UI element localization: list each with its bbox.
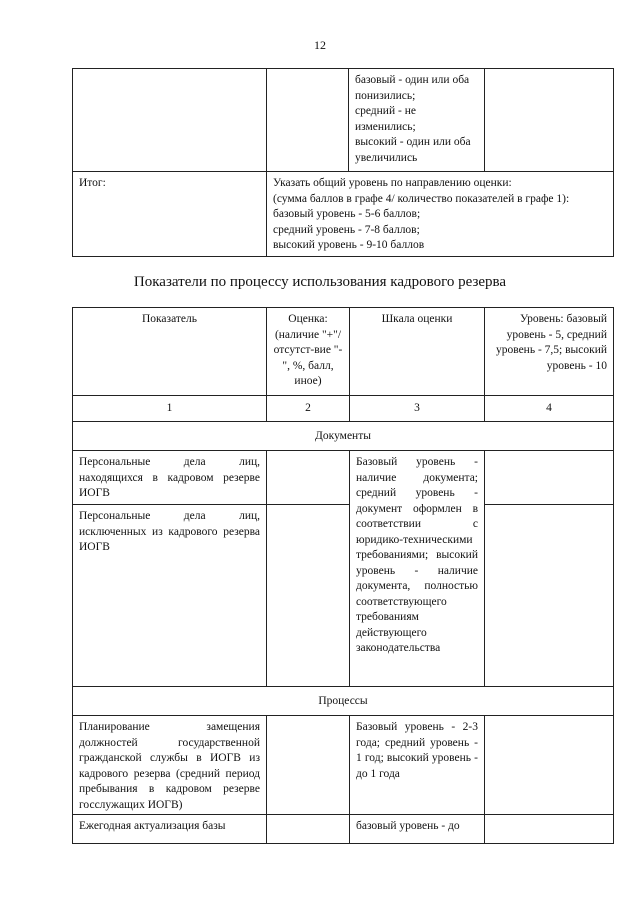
page-number: 12 [314, 38, 326, 52]
total-line: средний уровень - 7-8 баллов; [273, 223, 420, 236]
proc-row-2-scale: базовый уровень - до [349, 814, 485, 844]
header-indicator: Показатель [72, 307, 267, 396]
top-row1-indicator-cell [72, 68, 267, 172]
total-line: высокий уровень - 9-10 баллов [273, 239, 425, 251]
header-scale: Шкала оценки [349, 307, 485, 396]
doc-scale-merged: Базовый уровень - наличие документа; средний уровень - документ оформлен в соответствии с юридико-техническими требованиями; высокий уровень - наличие документа, полностью соответствующего требованиям действующего законодательства [349, 450, 485, 687]
top-row1-scale-cell [348, 68, 485, 172]
total-line: Указать общий уровень по направлению оценки: [273, 177, 512, 189]
proc-row-2-assessment [266, 814, 350, 844]
doc-row-1-level [484, 450, 614, 505]
header-level: Уровень: базовый уровень - 5, средний уровень - 7,5; высокий уровень - 10 [484, 307, 614, 396]
column-number: 1 [72, 395, 267, 422]
doc-row-1-assessment [266, 450, 350, 505]
scale-line: средний - не изменились; [355, 105, 416, 133]
proc-row-1-indicator: Планирование замещения должностей государственной гражданской службы в ИОГВ из кадрового резерва (средний период пребывания в кадровом резерве госслужащих ИОГВ) [72, 715, 267, 815]
doc-row-2-level [484, 504, 614, 687]
top-row1-level-cell [484, 68, 614, 172]
proc-row-2-indicator: Ежегодная актуализация базы [72, 814, 267, 844]
group-documents: Документы [72, 421, 614, 451]
group-processes: Процессы [72, 686, 614, 716]
scale-line: высокий - один или оба увеличились [355, 136, 471, 164]
header-assessment: Оценка: (наличие "+"/отсутст-вие "-", %, балл, иное) [266, 307, 350, 396]
top-row1-assessment-cell [266, 68, 349, 172]
proc-row-1-level [484, 715, 614, 815]
section-title: Показатели по процессу использования кадрового резерва [133, 274, 507, 290]
doc-row-2-assessment [266, 504, 350, 687]
column-number: 3 [349, 395, 485, 422]
column-number: 4 [484, 395, 614, 422]
column-number: 2 [266, 395, 350, 422]
total-label-cell [72, 171, 267, 257]
proc-row-1-scale: Базовый уровень - 2-3 года; средний уровень - 1 год; высокий уровень - до 1 года [349, 715, 485, 815]
doc-row-2-indicator: Персональные дела лиц, исключенных из кадрового резерва ИОГВ [72, 504, 267, 687]
scale-line: базовый - один или оба понизились; [355, 74, 470, 102]
total-line: базовый уровень - 5-6 баллов; [273, 208, 421, 220]
proc-row-2-level [484, 814, 614, 844]
total-line: (сумма баллов в графе 4/ количество показателей в графе 1): [273, 192, 570, 205]
total-label: Итог: [79, 177, 106, 189]
doc-row-1-indicator: Персональные дела лиц, находящихся в кадровом резерве ИОГВ [72, 450, 267, 505]
total-description-cell [266, 171, 614, 257]
proc-row-1-assessment [266, 715, 350, 815]
